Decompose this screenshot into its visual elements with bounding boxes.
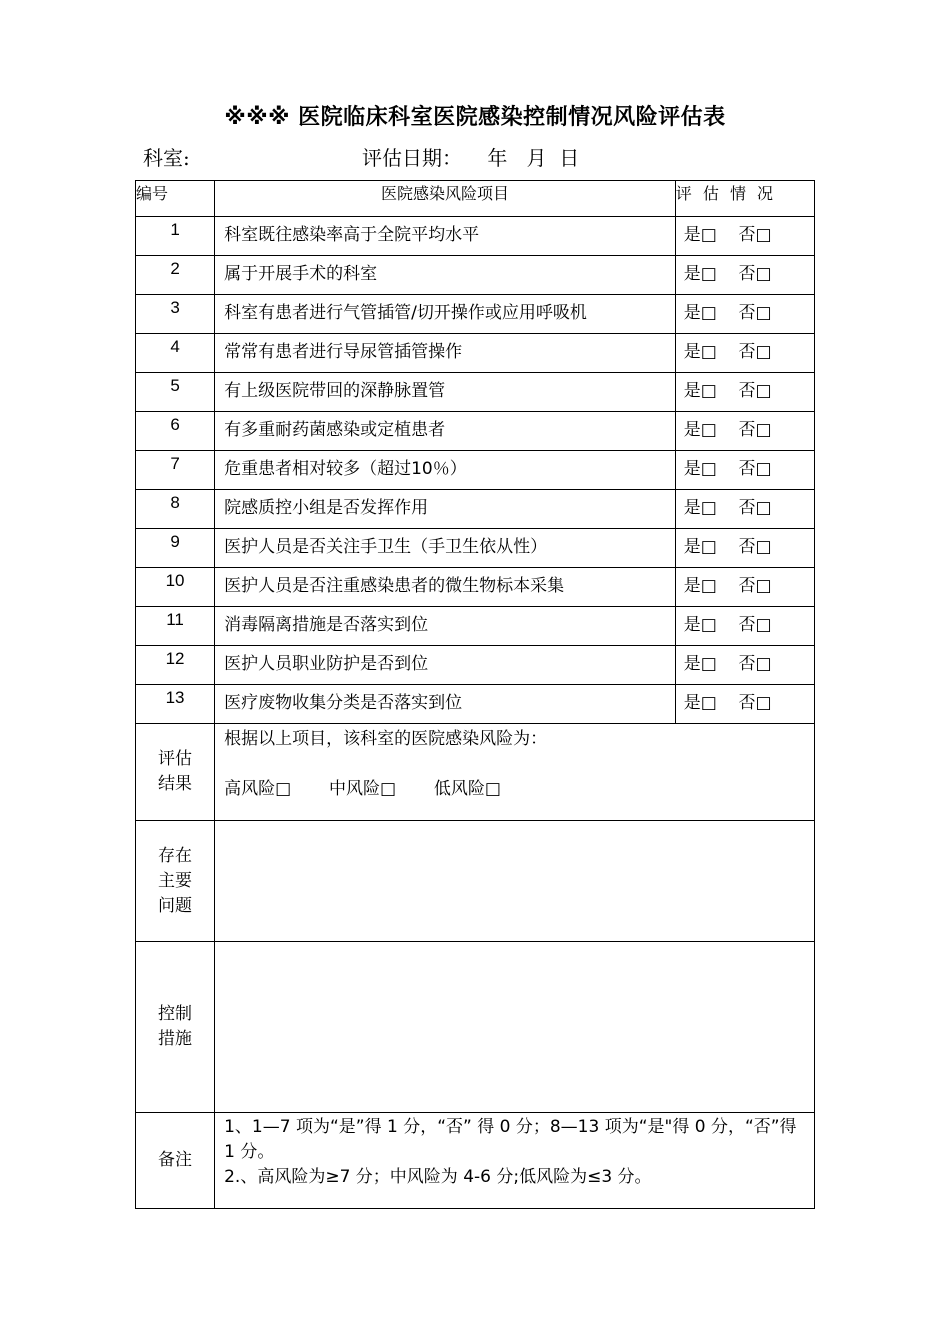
risk-item-text: 属于开展手术的科室 (215, 256, 676, 295)
main-problems-label-line2: 主要 (158, 870, 193, 891)
yes-no-checkboxes[interactable]: 是□ 否□ (675, 529, 814, 568)
notes-line-1: 1、1—7 项为“是”得 1 分，“否” 得 0 分；8—13 项为“是"得 0 分，“否”得 1 分。 (224, 1117, 797, 1162)
yes-no-checkboxes[interactable]: 是□ 否□ (675, 568, 814, 607)
risk-item-text: 科室既往感染率高于全院平均水平 (215, 217, 676, 256)
item-number: 13 (136, 685, 215, 724)
table-row (136, 217, 815, 256)
table-row (136, 256, 815, 295)
department-label: 科室: (143, 146, 190, 170)
item-number: 10 (136, 568, 215, 607)
notes-cell (215, 1113, 815, 1209)
item-number: 6 (136, 412, 215, 451)
item-number: 4 (136, 334, 215, 373)
assessment-result-text: 根据以上项目，该科室的医院感染风险为： (224, 729, 548, 749)
yes-no-checkboxes[interactable]: 是□ 否□ (675, 607, 814, 646)
form-title: ※※※ 医院临床科室医院感染控制情况风险评估表 (224, 105, 726, 130)
notes-label: 备注 (136, 1113, 215, 1209)
table-row (136, 685, 815, 724)
main-problems-label-line3: 问题 (158, 895, 193, 916)
item-number: 11 (136, 607, 215, 646)
yes-no-checkboxes[interactable]: 是□ 否□ (675, 412, 814, 451)
table-row (136, 529, 815, 568)
assessment-result-label-line2: 结果 (158, 774, 193, 794)
yes-no-checkboxes[interactable]: 是□ 否□ (675, 451, 814, 490)
item-number: 12 (136, 646, 215, 685)
table-row (136, 568, 815, 607)
yes-no-checkboxes[interactable]: 是□ 否□ (675, 373, 814, 412)
item-number: 3 (136, 295, 215, 334)
risk-item-text: 有上级医院带回的深静脉置管 (215, 373, 676, 412)
assessment-result-row (136, 724, 815, 821)
control-measures-label-line1: 控制 (158, 1004, 193, 1024)
item-number: 7 (136, 451, 215, 490)
risk-item-rows (136, 217, 815, 724)
assessment-result-label (136, 724, 215, 821)
control-measures-label (136, 942, 215, 1113)
risk-item-text: 医护人员职业防护是否到位 (215, 646, 676, 685)
assessment-result-cell (215, 724, 815, 821)
notes-row (136, 1113, 815, 1209)
item-number: 8 (136, 490, 215, 529)
control-measures-field[interactable] (215, 942, 815, 1113)
risk-item-text: 危重患者相对较多（超过10％） (215, 451, 676, 490)
yes-no-checkboxes[interactable]: 是□ 否□ (675, 295, 814, 334)
yes-no-checkboxes[interactable]: 是□ 否□ (675, 334, 814, 373)
control-measures-row (136, 942, 815, 1113)
risk-assessment-table (135, 180, 815, 1209)
risk-level-options[interactable]: 高风险□ 中风险□ 低风险□ (224, 779, 501, 799)
assessment-result-label-line1: 评估 (158, 749, 193, 769)
risk-item-text: 医护人员是否注重感染患者的微生物标本采集 (215, 568, 676, 607)
notes-line-2: 2.、高风险为≥7 分；中风险为 4-6 分;低风险为≤3 分。 (224, 1167, 652, 1187)
column-header-risk-item: 医院感染风险项目 (215, 181, 676, 217)
main-problems-label-line1: 存在 (158, 845, 193, 866)
table-row (136, 646, 815, 685)
main-problems-row (136, 821, 815, 942)
risk-item-text: 医疗废物收集分类是否落实到位 (215, 685, 676, 724)
yes-no-checkboxes[interactable]: 是□ 否□ (675, 685, 814, 724)
yes-no-checkboxes[interactable]: 是□ 否□ (675, 256, 814, 295)
risk-item-text: 消毒隔离措施是否落实到位 (215, 607, 676, 646)
item-number: 5 (136, 373, 215, 412)
table-row (136, 412, 815, 451)
column-header-number: 编号 (136, 181, 215, 217)
yes-no-checkboxes[interactable]: 是□ 否□ (675, 490, 814, 529)
table-row (136, 295, 815, 334)
table-row (136, 490, 815, 529)
item-number: 2 (136, 256, 215, 295)
table-row (136, 334, 815, 373)
assessment-date-label: 评估日期： 年 月 日 (362, 146, 580, 170)
control-measures-label-line2: 措施 (158, 1029, 193, 1049)
column-header-evaluation: 评 估 情 况 (675, 181, 814, 217)
table-row (136, 373, 815, 412)
risk-item-text: 医护人员是否关注手卫生（手卫生依从性） (215, 529, 676, 568)
risk-item-text: 常常有患者进行导尿管插管操作 (215, 334, 676, 373)
main-problems-field[interactable] (215, 821, 815, 942)
item-number: 9 (136, 529, 215, 568)
table-row (136, 607, 815, 646)
main-problems-label (136, 821, 215, 942)
yes-no-checkboxes[interactable]: 是□ 否□ (675, 646, 814, 685)
risk-item-text: 院感质控小组是否发挥作用 (215, 490, 676, 529)
yes-no-checkboxes[interactable]: 是□ 否□ (675, 217, 814, 256)
risk-item-text: 有多重耐药菌感染或定植患者 (215, 412, 676, 451)
item-number: 1 (136, 217, 215, 256)
table-row (136, 451, 815, 490)
table-header-row (136, 181, 815, 217)
risk-item-text: 科室有患者进行气管插管/切开操作或应用呼吸机 (215, 295, 676, 334)
